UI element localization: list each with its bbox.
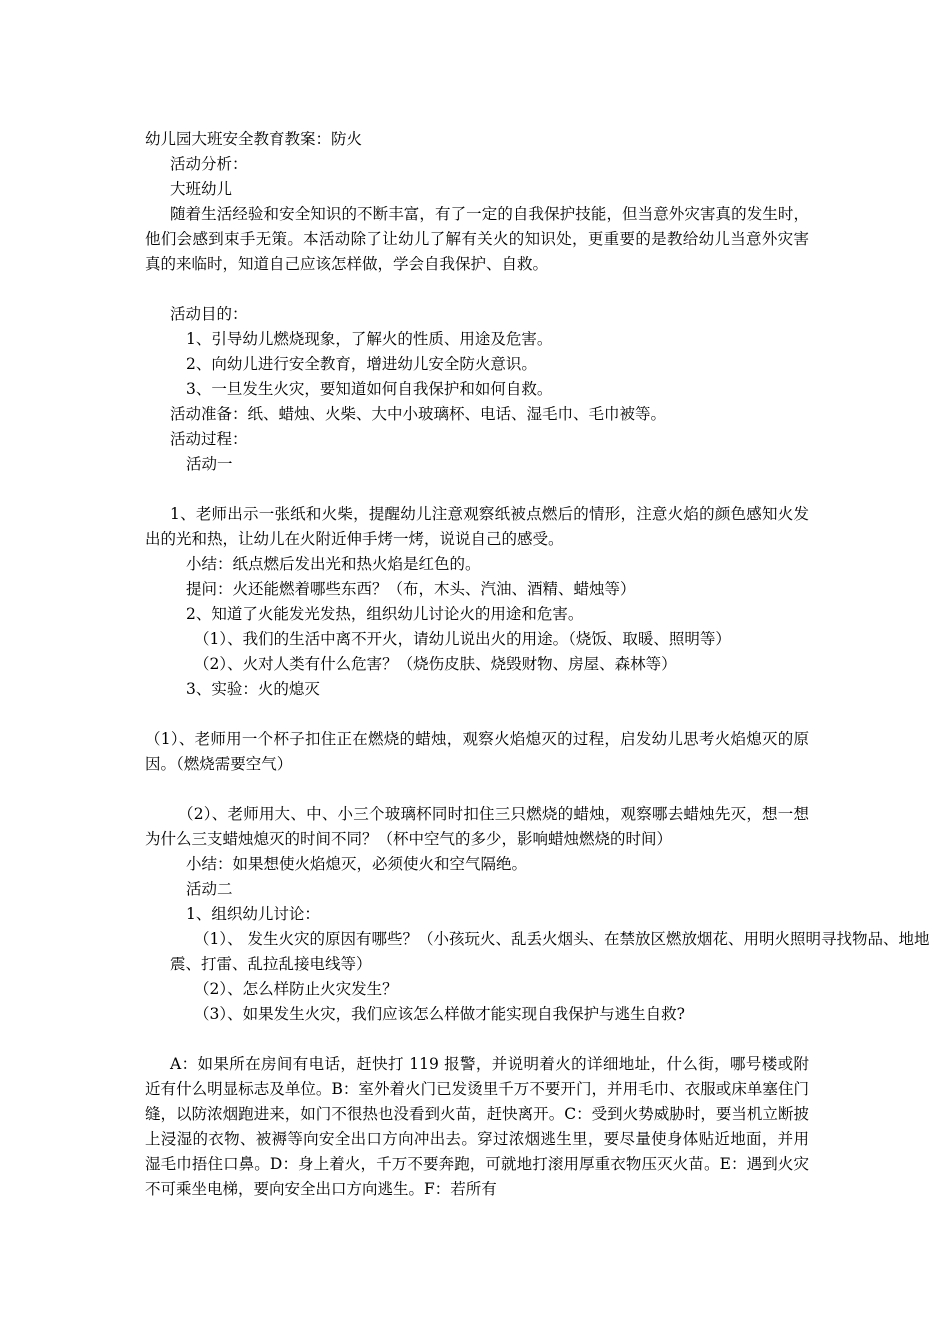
experiment-2: （2）、老师用大、中、小三个玻璃杯同时扣住三只燃烧的蜡烛，观察哪去蜡烛先灭，想一想为什么三支蜡烛熄灭的时间不同？（杯中空气的多少，影响蜡烛燃烧的时间） bbox=[145, 805, 809, 848]
analysis-heading: 活动分析： bbox=[170, 155, 248, 173]
activity1-step2-a: （1）、我们的生活中离不开火，请幼儿说出火的用途。（烧饭、取暖、照明等） bbox=[194, 630, 731, 648]
escape-answers: A：如果所在房间有电话，赶快打 119 报警，并说明着火的详细地址，什么街，哪号楼或附近有什么明显标志及单位。B：室外着火门已发烫里千万不要开门，并用毛巾、衣服或床单塞住门缝，以防浓烟跑进来，如门不很热也没看到火苗，赶快离开。C：受到火势威胁时，要当机立断披上浸湿的衣物、被褥等向安全出口方向冲出去。穿过浓烟逃生里，要尽量使身体贴近地面，并用湿毛巾捂住口鼻。D：身上着火，千万不要奔跑，可就地打滚用厚重衣物压灭火苗。E：遇到火灾不可乘坐电梯，要向安全出口方向逃生。F：若所有 bbox=[145, 1055, 809, 1198]
activity2-q2: （2）、怎么样防止火灾发生？ bbox=[194, 980, 398, 998]
activity1-step3: 3、实验：火的熄灭 bbox=[186, 680, 320, 698]
activity1-step1: 1、老师出示一张纸和火柴，提醒幼儿注意观察纸被点燃后的情形，注意火焰的颜色感知火发出的光和热，让幼儿在火附近伸手烤一烤，说说自己的感受。 bbox=[145, 505, 809, 548]
spacer bbox=[145, 777, 809, 802]
target-group: 大班幼儿 bbox=[170, 180, 233, 198]
activity1-step2: 2、知道了火能发光发热，组织幼儿讨论火的用途和危害。 bbox=[186, 605, 584, 623]
analysis-paragraph: 随着生活经验和安全知识的不断丰富，有了一定的自我保护技能，但当意外灾害真的发生时，他们会感到束手无策。本活动除了让幼儿了解有关火的知识处，更重要的是教给幼儿当意外灾害真的来临时，知道自己应该怎样做，学会自我保护、自救。 bbox=[145, 205, 809, 273]
spacer bbox=[145, 277, 809, 302]
process-heading: 活动过程： bbox=[170, 430, 248, 448]
spacer bbox=[145, 477, 809, 502]
document-body bbox=[145, 127, 930, 1202]
goal-item: 1、引导幼儿燃烧现象，了解火的性质、用途及危害。 bbox=[186, 330, 553, 348]
goal-item: 2、向幼儿进行安全教育，增进幼儿安全防火意识。 bbox=[186, 355, 537, 373]
spacer bbox=[145, 702, 809, 727]
activity1-summary2: 小结：如果想使火焰熄灭，必须使火和空气隔绝。 bbox=[186, 855, 528, 873]
activity1-question: 提问：火还能燃着哪些东西？（布，木头、汽油、酒精、蜡烛等） bbox=[186, 580, 636, 598]
experiment-1: （1）、老师用一个杯子扣住正在燃烧的蜡烛，观察火焰熄灭的过程，启发幼儿思考火焰熄灭的原因。（燃烧需要空气） bbox=[145, 730, 809, 773]
activity2-q1-cont: 震、打雷、乱拉乱接电线等） bbox=[170, 955, 372, 973]
goal-item: 3、一旦发生火灾，要知道如何自我保护和如何自救。 bbox=[186, 380, 553, 398]
goals-heading: 活动目的： bbox=[170, 305, 248, 323]
activity1-summary1: 小结：纸点燃后发出光和热火焰是红色的。 bbox=[186, 555, 481, 573]
document-title: 幼儿园大班安全教育教案：防火 bbox=[145, 130, 363, 148]
preparation-line: 活动准备：纸、蜡烛、火柴、大中小玻璃杯、电话、湿毛巾、毛巾被等。 bbox=[170, 405, 667, 423]
activity2-heading: 活动二 bbox=[186, 880, 233, 898]
spacer bbox=[145, 1027, 809, 1052]
activity2-step1: 1、组织幼儿讨论： bbox=[186, 905, 320, 923]
activity2-q3: （3）、如果发生火灾，我们应该怎么样做才能实现自我保护与逃生自救? bbox=[194, 1005, 685, 1023]
activity2-q1: （1）、 发生火灾的原因有哪些？（小孩玩火、乱丢火烟头、在禁放区燃放烟花、用明火照明寻找物品、地地 bbox=[194, 930, 930, 948]
activity1-heading: 活动一 bbox=[186, 455, 233, 473]
activity1-step2-b: （2）、火对人类有什么危害？（烧伤皮肤、烧毁财物、房屋、森林等） bbox=[194, 655, 677, 673]
